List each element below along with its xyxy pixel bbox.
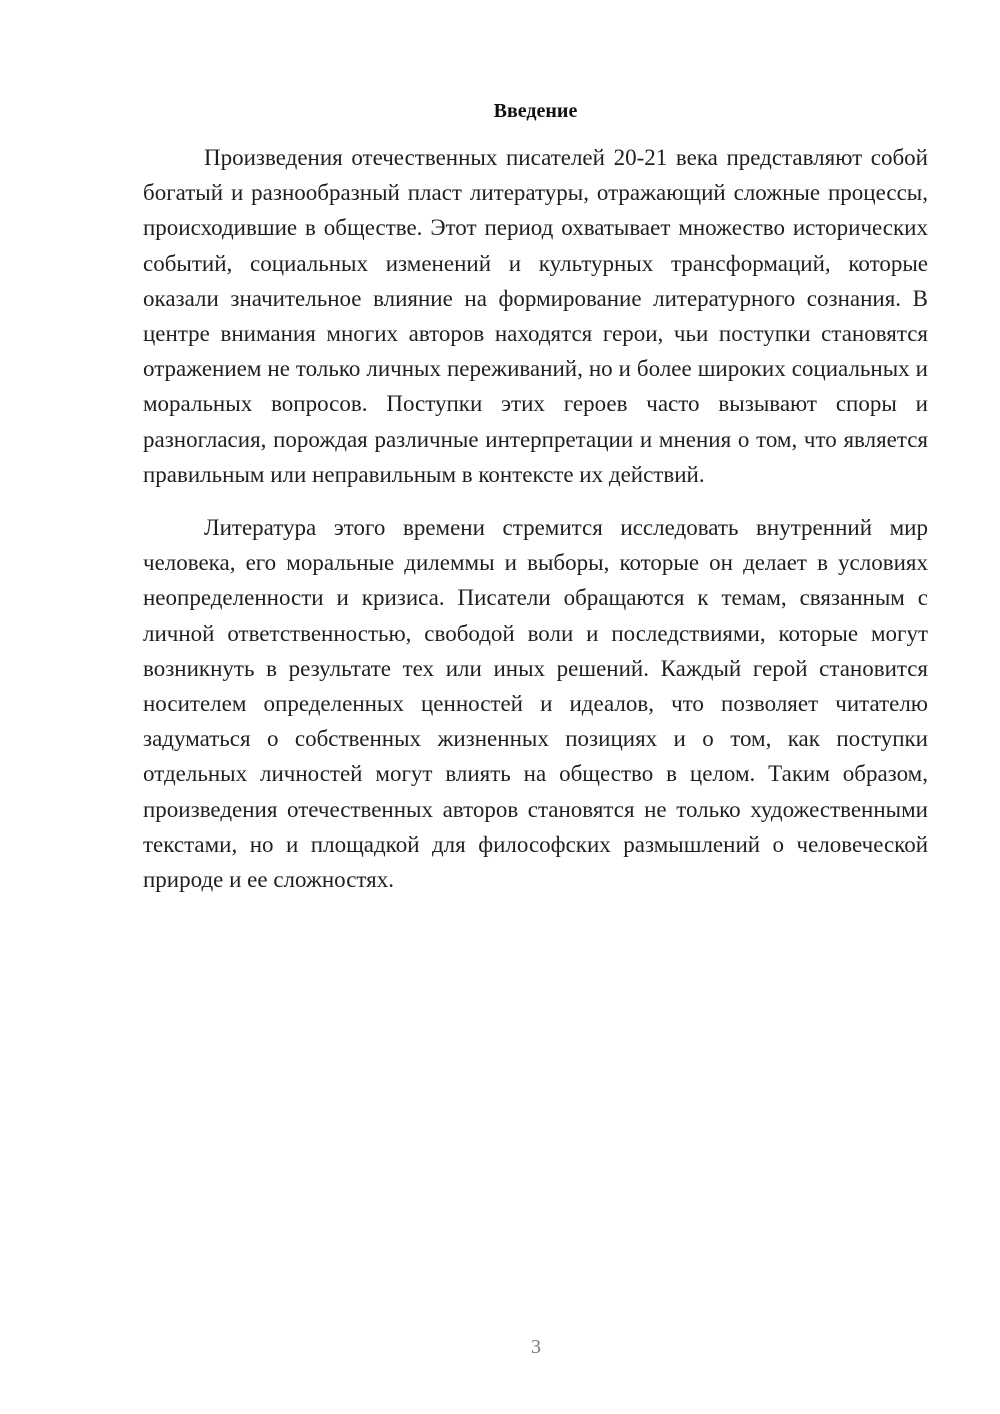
page-content [143,96,928,897]
paragraph-2: Литература этого времени стремится исследовать внутренний мир человека, его моральные дилеммы и выборы, которые он делает в условиях неопределенности и кризиса. Писатели обращаются к темам, связанным с личной ответственностью, свободой воли и последствиями, которые могут возникнуть в результате тех или иных решений. Каждый герой становится носителем определенных ценностей и идеалов, что позволяет читателю задуматься о собственных жизненных позициях и о том, как поступки отдельных личностей могут влиять на общество в целом. Таким образом, произведения отечественных авторов становятся не только художественными текстами, но и площадкой для философских размышлений о человеческой природе и ее сложностях. [143,515,928,893]
paragraph-1: Произведения отечественных писателей 20-21 века представляют собой богатый и разнообразный пласт литературы, отражающий сложные процессы, происходившие в обществе. Этот период охватывает множество исторических событий, социальных изменений и культурных трансформаций, которые оказали значительное влияние на формирование литературного сознания. В центре внимания многих авторов находятся герои, чьи поступки становятся отражением не только личных переживаний, но и более широких социальных и моральных вопросов. Поступки этих героев часто вызывают споры и разногласия, порождая различные интерпретации и мнения о том, что является правильным или неправильным в контексте их действий. [143,145,928,487]
page-number: 3 [531,1336,541,1358]
page-title: Введение [493,100,578,122]
